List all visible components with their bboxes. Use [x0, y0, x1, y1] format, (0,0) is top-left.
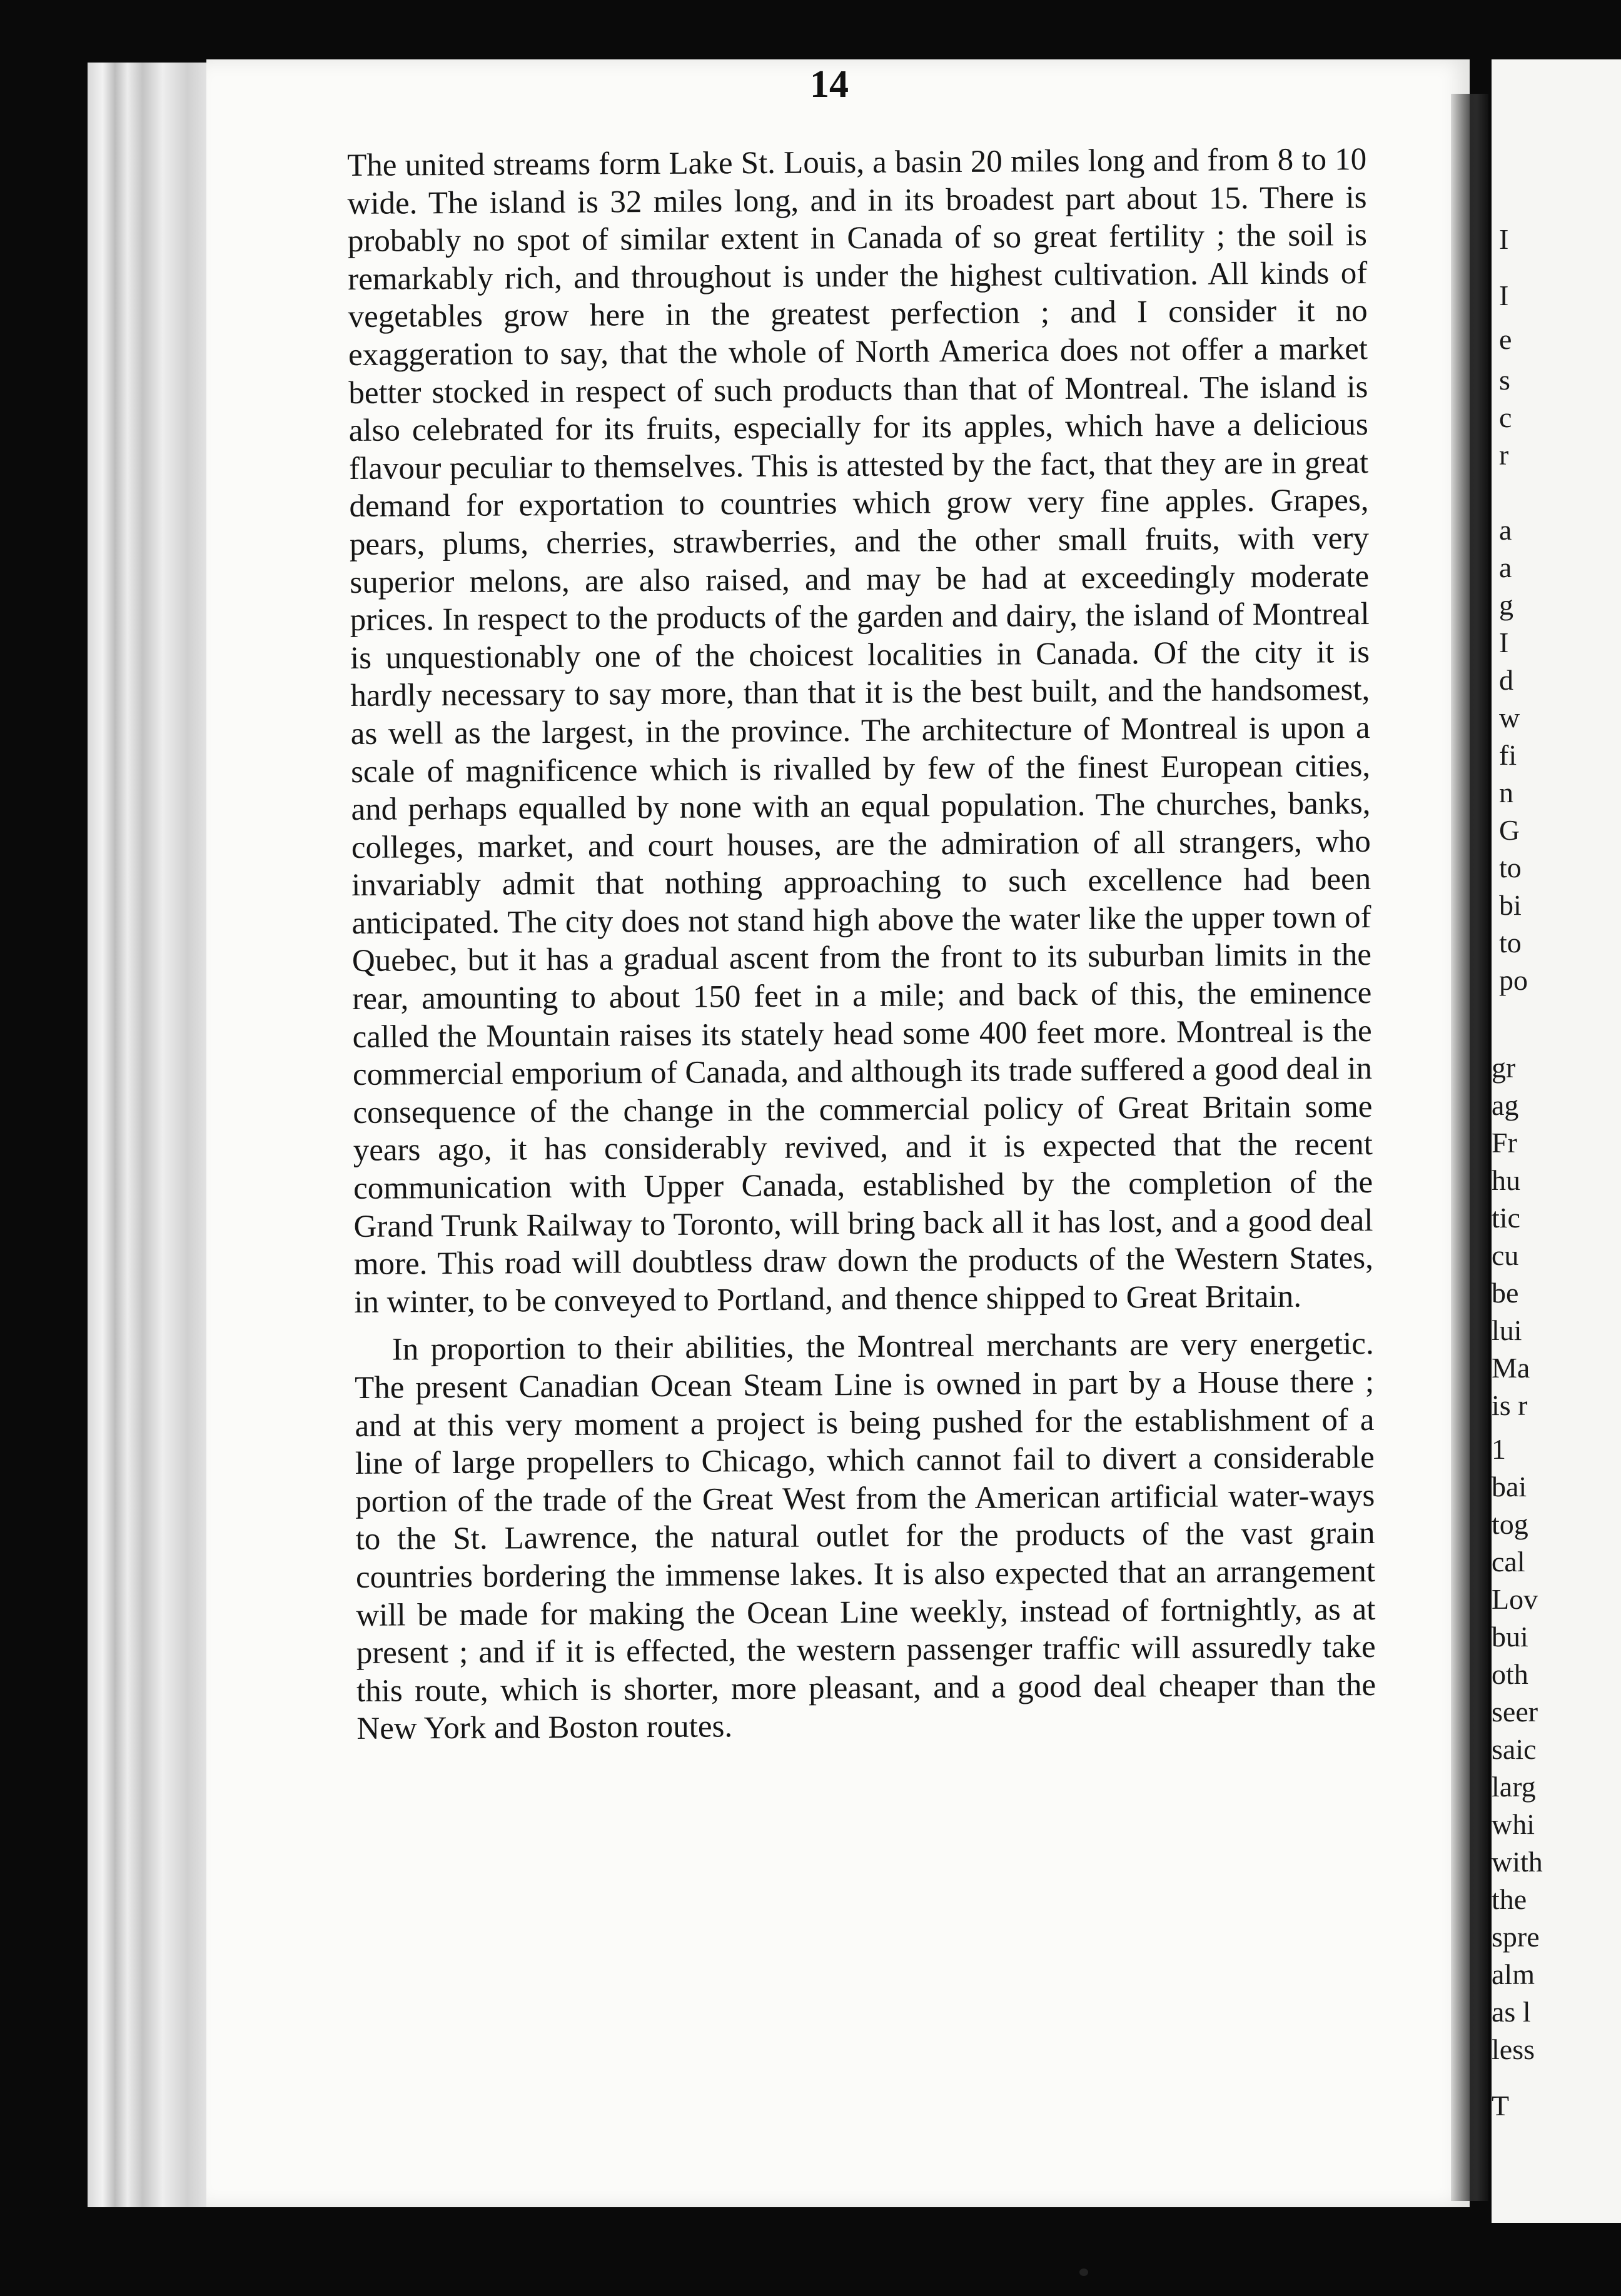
page-edge-stack [88, 63, 213, 2207]
adjacent-page-fragment: lui [1492, 1314, 1522, 1346]
adjacent-page-fragment: with [1492, 1846, 1543, 1878]
adjacent-page-fragment: g [1499, 589, 1513, 621]
adjacent-page-fragment: bui [1492, 1621, 1528, 1653]
adjacent-page-fragment: G [1499, 814, 1520, 846]
adjacent-page-fragment: I [1499, 627, 1509, 658]
dust-speck [1079, 2268, 1088, 2276]
adjacent-page-fragment: larg [1492, 1771, 1536, 1803]
adjacent-page-fragment: w [1499, 702, 1520, 733]
adjacent-page-fragment: is r [1492, 1389, 1528, 1421]
adjacent-page-fragment: as l [1492, 1996, 1531, 2028]
adjacent-page-fragment: bai [1492, 1471, 1527, 1503]
adjacent-page-fragment: whi [1492, 1808, 1535, 1840]
adjacent-page-fragment: T [1492, 2090, 1510, 2122]
binding-gutter-shadow [1451, 94, 1488, 2201]
adjacent-page-fragment: Ma [1492, 1352, 1530, 1384]
adjacent-page-fragment: cu [1492, 1239, 1519, 1271]
adjacent-page-fragment: I [1499, 279, 1509, 311]
adjacent-page-fragment: fi [1499, 739, 1517, 771]
page-number: 14 [810, 63, 849, 106]
adjacent-page-fragment: bi [1499, 889, 1522, 921]
adjacent-page-fragment: oth [1492, 1658, 1528, 1690]
adjacent-page-fragment: alm [1492, 1958, 1535, 1990]
adjacent-page-fragment: tog [1492, 1508, 1528, 1540]
body-text [347, 141, 1376, 1748]
adjacent-page-fragment: a [1499, 551, 1512, 583]
adjacent-page-fragment: po [1499, 964, 1528, 996]
adjacent-page-fragment: less [1492, 2033, 1535, 2065]
paragraph-2: In proportion to their abilities, the Montreal merchants are very energetic. The present Canadian Ocean Steam Line is owned in part by a House there ; and at this very moment a project is being pushed for the establishment of a line of large propellers to Chicago, which cannot fail to divert a considerable portion of the trade of the Great West from the American artificial water-ways to the St. Lawrence, the natural outlet for the products of the vast grain countries bordering the immense lakes. It is also expected that an arrangement will be made for making the Ocean Line weekly, instead of fortnightly, as at present ; and if it is effected, the western passenger traffic will assuredly take this route, which is shorter, more pleasant, and a good deal cheaper than the New York and Boston routes. [354, 1326, 1376, 1747]
adjacent-page-fragment: a [1499, 514, 1512, 546]
adjacent-page-fragment: tic [1492, 1202, 1520, 1234]
adjacent-page-edge [1492, 59, 1621, 2223]
adjacent-page-fragment: spre [1492, 1921, 1540, 1953]
adjacent-page-fragment: I [1499, 223, 1509, 255]
adjacent-page-fragment: the [1492, 1883, 1527, 1915]
adjacent-page-fragment: n [1499, 777, 1513, 808]
adjacent-page-fragment: to [1499, 852, 1522, 884]
adjacent-page-fragment: cal [1492, 1546, 1525, 1578]
adjacent-page-text-fragments [1492, 59, 1621, 2223]
adjacent-page-fragment: 1 [1492, 1433, 1506, 1465]
adjacent-page-fragment: ag [1492, 1089, 1519, 1121]
adjacent-page-fragment: r [1499, 439, 1509, 471]
adjacent-page-fragment: seer [1492, 1696, 1538, 1728]
adjacent-page-fragment: hu [1492, 1164, 1520, 1196]
adjacent-page-fragment: c [1499, 401, 1512, 433]
adjacent-page-fragment: Fr [1492, 1127, 1517, 1159]
paragraph-1: The united streams form Lake St. Louis, a basin 20 miles long and from 8 to 10 wide. The island is 32 miles long, and in its broadest part about 15. There is probably no spot of similar extent in Canada of so great fertility ; the soil is remarkably rich, and throughout is under the highest cultivation. All kinds of vegetables grow here in the greatest perfection ; and I consider it no exaggeration to say, that the whole of North America does not offer a market better stocked in respect of such products than that of Montreal. The island is also celebrated for its fruits, especially for its apples, which have a delicious flavour peculiar to themselves. This is attested by the fact, that they are in great demand for exportation to countries which grow very fine apples. Grapes, pears, plums, cherries, strawberries, and the other small fruits, with very superior melons, are also raised, and may be had at exceedingly moderate prices. In respect to the products of the garden and dairy, the island of Montreal is unquestionably one of the choicest localities in Canada. Of the city it is hardly necessary to say more, than that it is the best built, and the handsomest, as well as the largest, in the province. The architecture of Montreal is upon a scale of magnificence which is rivalled by few of the finest European cities, and perhaps equalled by none with an equal population. The churches, banks, colleges, market, and court houses, are the admiration of all strangers, who invariably admit that nothing approaching to such excellence had been anticipated. The city does not stand high above the water like the upper town of Quebec, but it has a gradual ascent from the front to its suburban limits in the rear, amounting to about 150 feet in a mile; and back of this, the eminence called the Mountain raises its stately head some 400 feet more. Montreal is the commercial emporium of Canada, and although its trade suffered a good deal in consequence of the change in the commercial policy of Great Britain some years ago, it has considerably revived, and it is expected that the recent communication with Upper Canada, established by the completion of the Grand Trunk Railway to Toronto, will bring back all it has lost, and a good deal more. This road will doubtless draw down the products of the Western States, in winter, to be conveyed to Portland, and thence shipped to Great Britain. [347, 142, 1374, 1320]
adjacent-page-fragment: e [1499, 323, 1512, 355]
adjacent-page-fragment: saic [1492, 1733, 1537, 1765]
adjacent-page-fragment: d [1499, 664, 1513, 696]
adjacent-page-fragment: gr [1492, 1052, 1516, 1084]
adjacent-page-fragment: s [1499, 364, 1510, 396]
adjacent-page-fragment: be [1492, 1277, 1519, 1309]
adjacent-page-fragment: Lov [1492, 1583, 1538, 1615]
adjacent-page-fragment: to [1499, 927, 1522, 959]
